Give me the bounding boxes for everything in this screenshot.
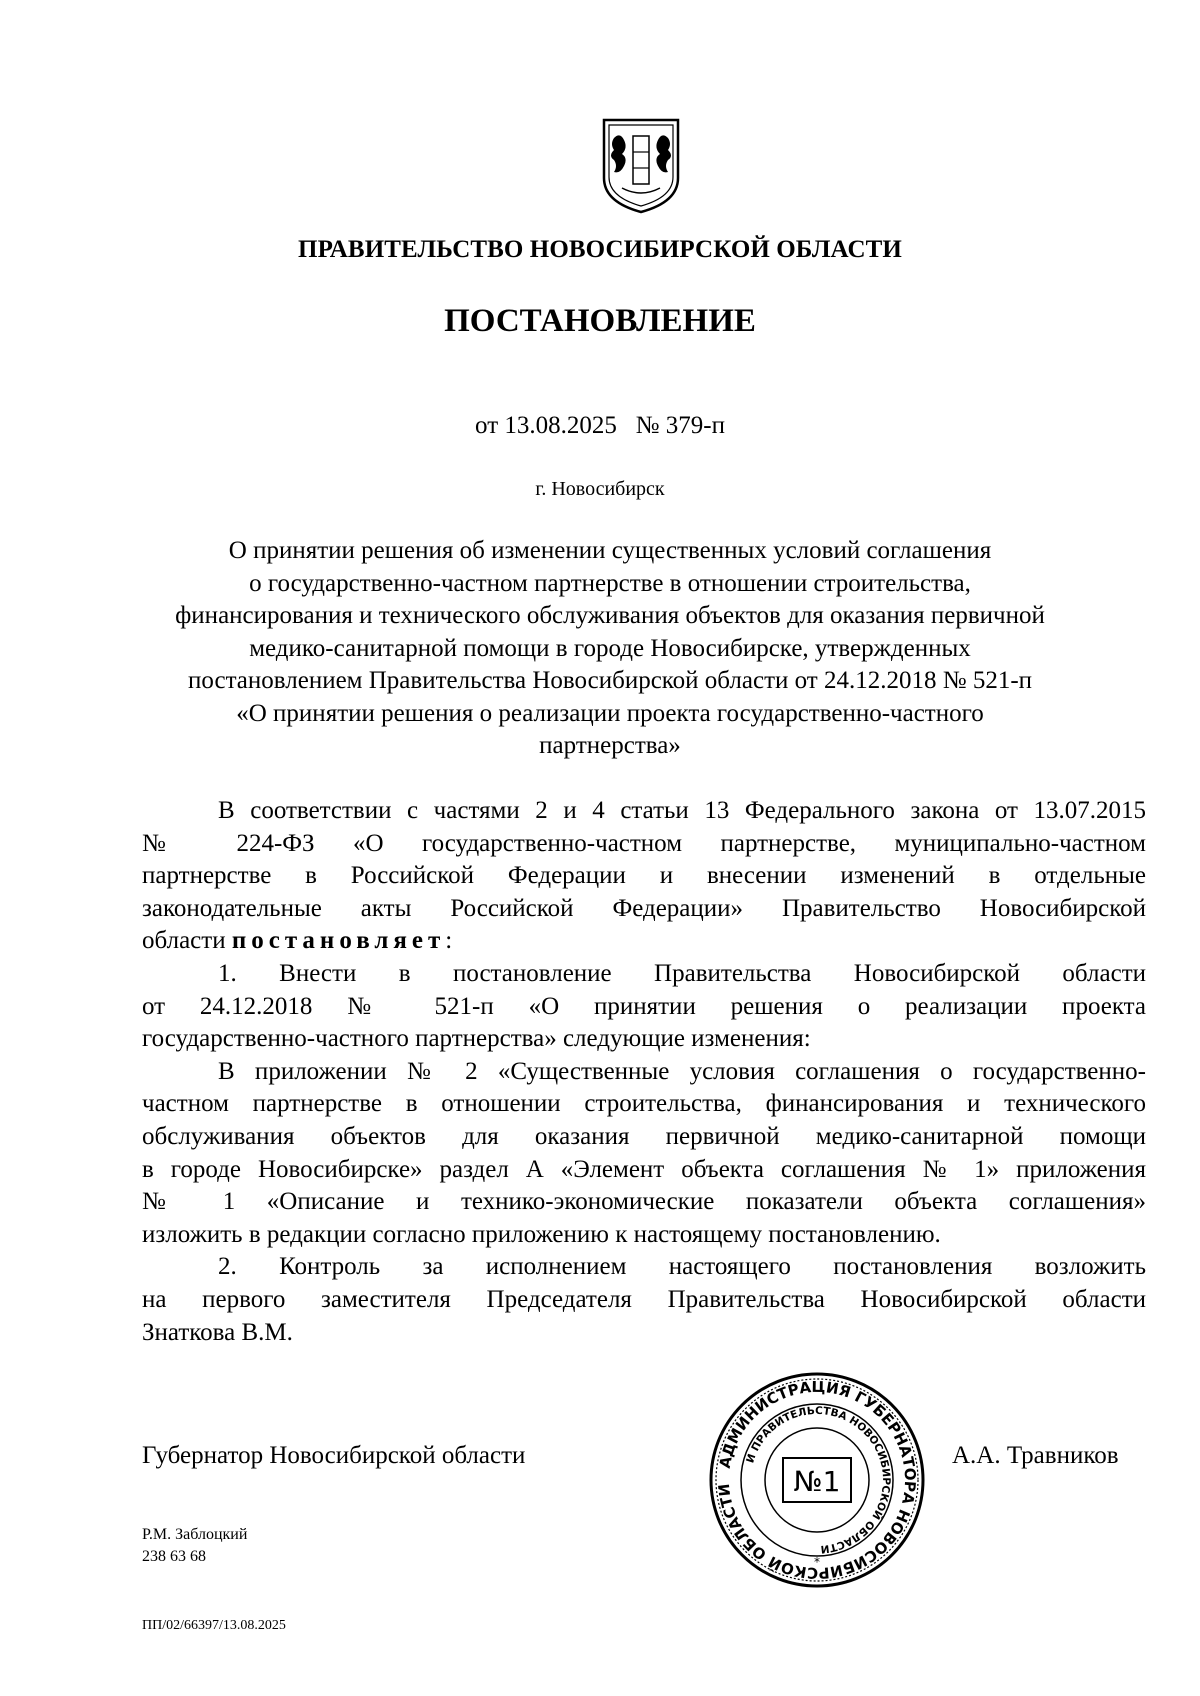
signatory-position: Губернатор Новосибирской области: [142, 1442, 526, 1469]
document-body: [142, 795, 1146, 1349]
body-text-fragment: области: [142, 927, 232, 955]
body-line: 2. Контроль за исполнением настоящего постановления возложить: [218, 1253, 1146, 1281]
subject-line: постановлением Правительства Новосибирской области от 24.12.2018 № 521-п: [187, 667, 1033, 694]
body-line: на первого заместителя Председателя Правительства Новосибирской области: [142, 1285, 1146, 1313]
body-text-fragment: :: [445, 927, 453, 955]
document-subject: [140, 535, 1080, 763]
registration-number: ПП/02/66397/13.08.2025: [142, 1618, 286, 1633]
document-date: от 13.08.2025: [475, 412, 617, 439]
body-line: в городе Новосибирске» раздел А «Элемент объекта соглашения № 1» приложения: [142, 1155, 1146, 1183]
executor-phone: 238 63 68: [142, 1548, 206, 1565]
body-line: обслуживания объектов для оказания первичной медико-санитарной помощи: [142, 1122, 1146, 1150]
decree-keyword: постановляет: [231, 927, 446, 955]
body-line: 1. Внести в постановление Правительства Новосибирской области: [218, 959, 1146, 987]
organization-title: ПРАВИТЕЛЬСТВО НОВОСИБИРСКОЙ ОБЛАСТИ: [298, 236, 902, 263]
body-line: В приложении № 2 «Существенные условия соглашения о государственно-: [218, 1057, 1146, 1085]
coat-of-arms-icon: [600, 116, 682, 216]
subject-line: партнерства»: [539, 732, 681, 759]
body-line: № 1 «Описание и технико-экономические показатели объекта соглашения»: [142, 1188, 1146, 1216]
document-type: ПОСТАНОВЛЕНИЕ: [444, 303, 756, 339]
subject-line: о государственно-частном партнерстве в отношении строительства,: [249, 569, 971, 597]
body-line: изложить в редакции согласно приложению к настоящему постановлению.: [142, 1220, 941, 1248]
date-number-line: [0, 412, 1200, 440]
subject-line: «О принятии решения о реализации проекта государственно-частного: [236, 699, 984, 727]
executor-block: [142, 1524, 247, 1568]
body-line: от 24.12.2018 № 521-п «О принятии решения о реализации проекта: [142, 992, 1146, 1020]
subject-line: О принятии решения об изменении существенных условий соглашения: [228, 537, 992, 564]
seal-outer-textpath: АДМИНИСТРАЦИЯ ГУБЕРНАТОРА НОВОСИБИРСКОЙ ОБЛАСТИ: [714, 1377, 920, 1583]
body-line: государственно-частного партнерства» следующие изменения:: [142, 1025, 811, 1053]
body-line: В соответствии с частями 2 и 4 статьи 13 Федерального закона от 13.07.2015: [218, 797, 1146, 824]
body-line: Знаткова В.М.: [142, 1318, 293, 1346]
body-line: законодательные акты Российской Федерации» Правительство Новосибирской: [142, 894, 1146, 922]
signatory-name: А.А. Травников: [952, 1442, 1119, 1469]
document-number: № 379-п: [635, 412, 725, 439]
body-line: частном партнерстве в отношении строительства, финансирования и технического: [142, 1090, 1146, 1118]
official-seal: [707, 1370, 927, 1590]
body-line: партнерстве в Российской Федерации и внесении изменений в отдельные: [142, 862, 1146, 890]
subject-line: финансирования и технического обслуживания объектов для оказания первичной: [175, 602, 1045, 629]
executor-name: Р.М. Заблоцкий: [142, 1526, 248, 1543]
body-line-decree: [142, 925, 1146, 958]
seal-inner-textpath: И ПРАВИТЕЛЬСТВА НОВОСИБИРСКОЙ ОБЛАСТИ: [744, 1404, 893, 1556]
city: г. Новосибирск: [535, 478, 665, 500]
seal-center-number: №1: [793, 1465, 841, 1498]
seal-star: *: [814, 1555, 820, 1569]
subject-line: медико-санитарной помощи в городе Новосибирске, утвержденных: [249, 634, 971, 662]
body-line: № 224-ФЗ «О государственно-частном партнерстве, муниципально-частном: [142, 829, 1146, 857]
